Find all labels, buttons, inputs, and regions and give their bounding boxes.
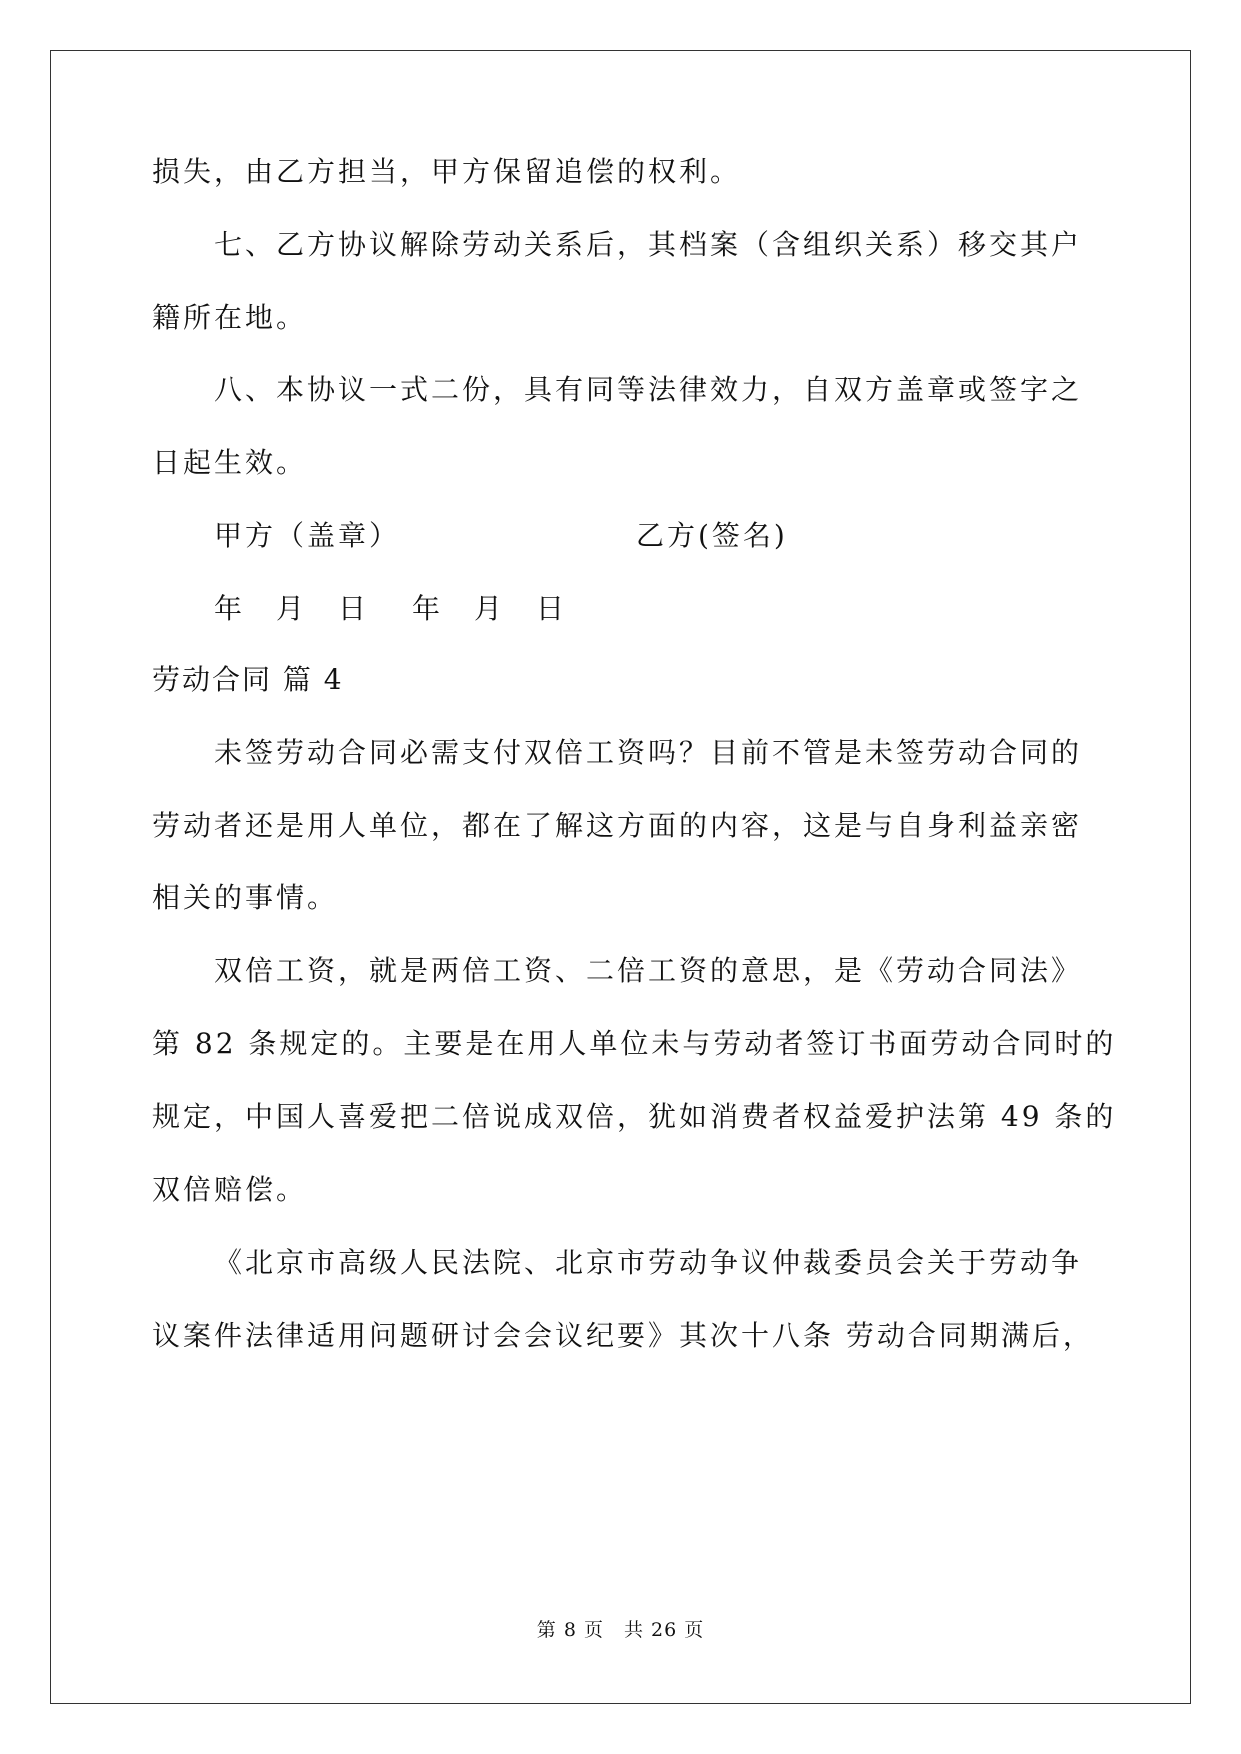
paragraph-line: 相关的事情。 [152,881,339,914]
signature-party-a: 甲方（盖章） [214,519,401,552]
paragraph-line: 规定，中国人喜爱把二倍说成双倍，犹如消费者权益爱护法第 49 条的 [152,1100,1117,1133]
paragraph-line: 七、乙方协议解除劳动关系后，其档案（含组织关系）移交其户 [214,228,1083,261]
paragraph-line: 劳动者还是用人单位，都在了解这方面的内容，这是与自身利益亲密 [152,809,1083,842]
date-year-b: 年 [412,592,441,625]
paragraph-line: 损失，由乙方担当，甲方保留追偿的权利。 [152,155,742,188]
page-number-footer: 第 8 页 共 26 页 [536,1619,705,1641]
section-heading: 劳动合同 篇 4 [152,663,344,696]
paragraph-line: 未签劳动合同必需支付双倍工资吗？目前不管是未签劳动合同的 [214,736,1083,769]
date-month-b: 月 [474,592,503,625]
date-row [214,589,576,629]
paragraph-line: 第 82 条规定的。主要是在用人单位未与劳动者签订书面劳动合同时的 [152,1027,1117,1060]
paragraph-line: 双倍工资，就是两倍工资、二倍工资的意思，是《劳动合同法》 [214,954,1083,987]
paragraph-line: 议案件法律适用问题研讨会会议纪要》其次十八条 劳动合同期满后， [152,1319,1094,1352]
paragraph-line: 《北京市高级人民法院、北京市劳动争议仲裁委员会关于劳动争 [214,1246,1083,1279]
signature-party-b: 乙方(签名) [636,519,788,552]
paragraph-line: 籍所在地。 [152,301,308,334]
date-day-a: 日 [338,592,367,625]
paragraph-line: 双倍赔偿。 [152,1173,308,1206]
date-month-a: 月 [276,592,305,625]
paragraph-line: 日起生效。 [152,446,308,479]
paragraph-line: 八、本协议一式二份，具有同等法律效力，自双方盖章或签字之 [214,373,1083,406]
date-year-a: 年 [214,592,243,625]
date-day-b: 日 [536,592,565,625]
